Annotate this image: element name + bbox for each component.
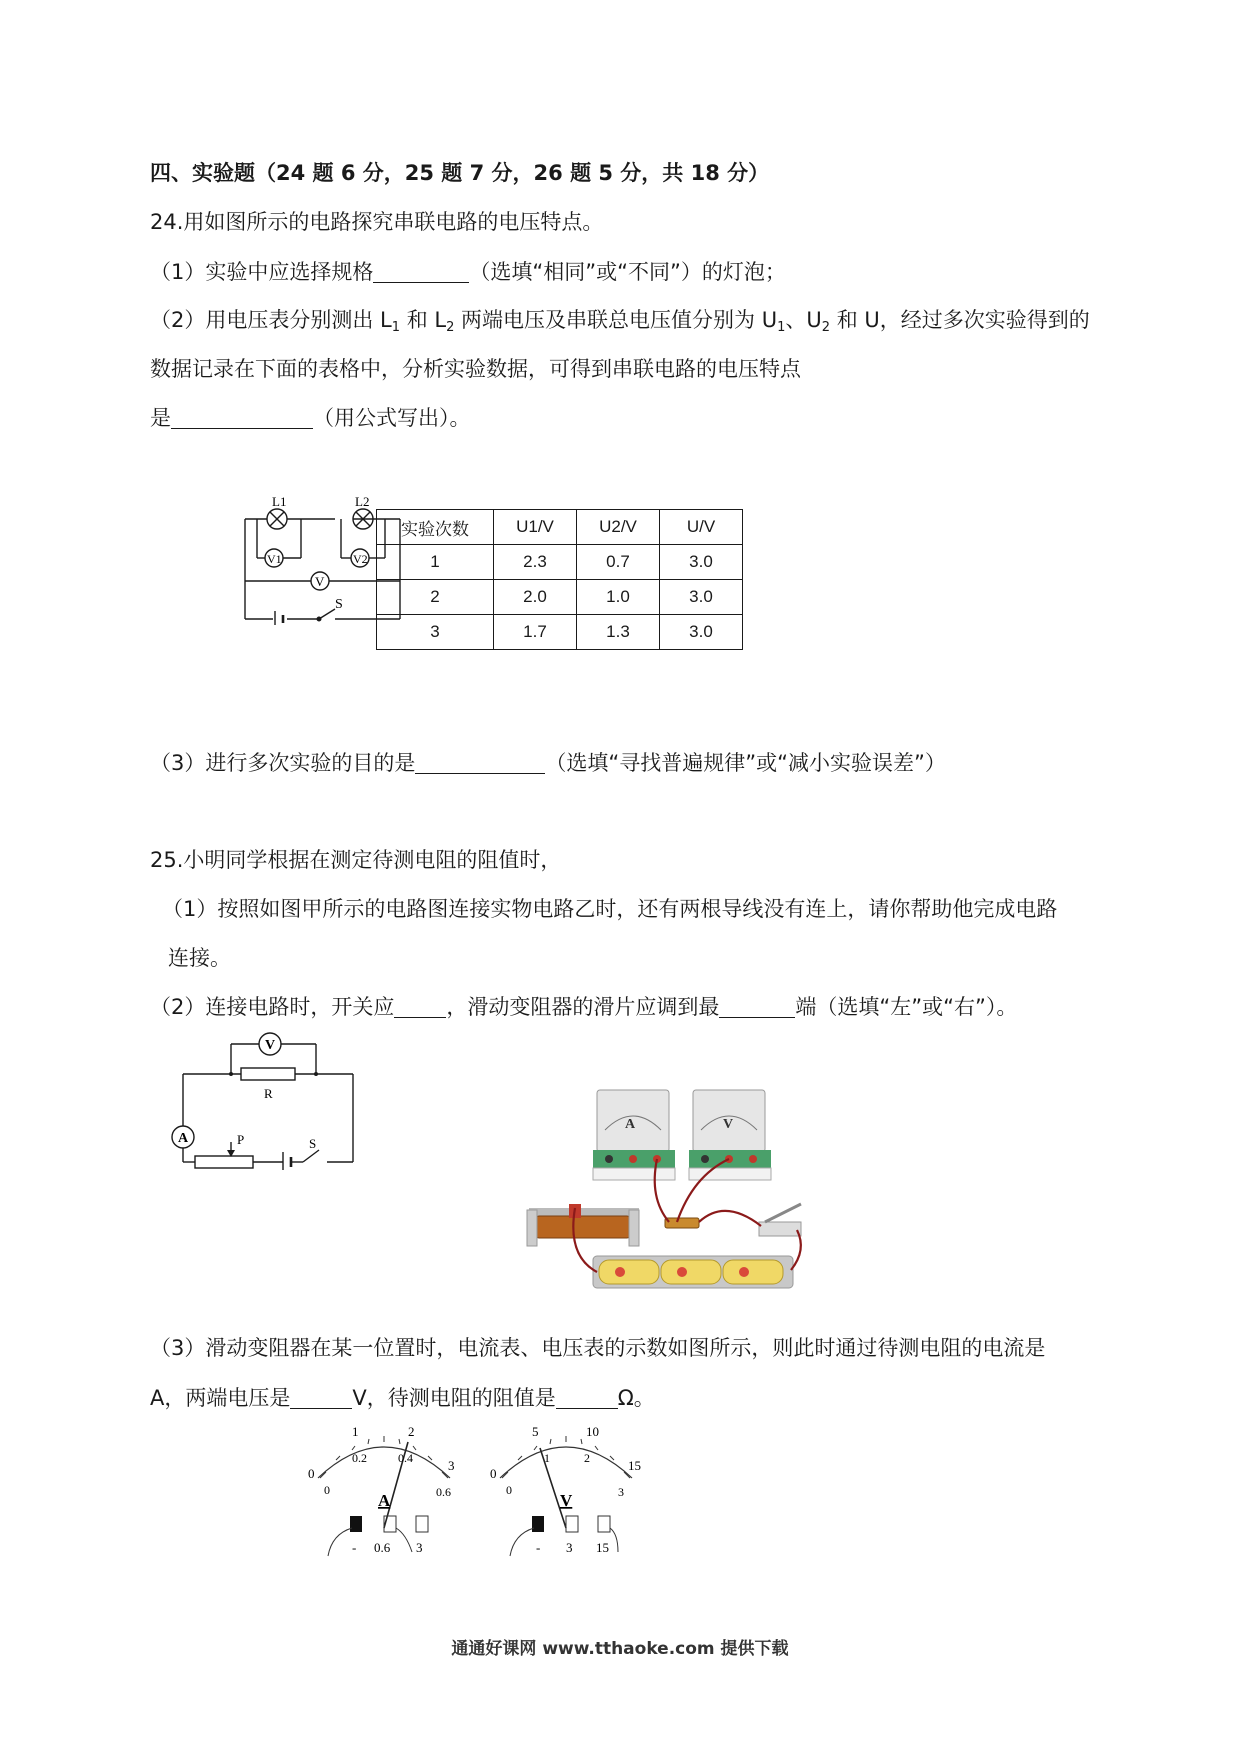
svg-text:1: 1 xyxy=(352,1424,359,1439)
svg-text:3: 3 xyxy=(618,1485,624,1499)
svg-text:A: A xyxy=(378,1491,391,1510)
answer-blank[interactable] xyxy=(556,1386,618,1409)
ammeter-dial xyxy=(298,1420,470,1560)
resistance-schematic xyxy=(165,1030,365,1170)
svg-text:2: 2 xyxy=(408,1424,415,1439)
q24-stem: 24.用如图所示的电路探究串联电路的电压特点。 xyxy=(150,210,604,234)
svg-text:L2: L2 xyxy=(355,494,370,509)
svg-text:10: 10 xyxy=(586,1424,599,1439)
answer-blank[interactable] xyxy=(171,406,313,429)
answer-blank[interactable] xyxy=(415,751,545,774)
svg-text:0: 0 xyxy=(324,1483,330,1497)
svg-text:V2: V2 xyxy=(353,552,368,566)
voltage-data-table xyxy=(376,509,743,650)
svg-text:3: 3 xyxy=(566,1540,573,1555)
svg-text:0.6: 0.6 xyxy=(374,1540,391,1555)
svg-text:S: S xyxy=(309,1136,317,1151)
svg-text:P: P xyxy=(237,1132,245,1147)
q25-part3-line1: （3）滑动变阻器在某一位置时，电流表、电压表的示数如图所示，则此时通过待测电阻的电流是 xyxy=(150,1336,1046,1360)
q24-part2-line1: （2）用电压表分别测出 $L_1$ 和 $L_2$ 两端电压及串联总电压值分别为 $U_1$、$U_2$ 和 U，经过多次实验得到的 xyxy=(150,308,1090,335)
svg-text:0: 0 xyxy=(308,1466,315,1481)
svg-text:V: V xyxy=(723,1117,734,1132)
section-heading: 四、实验题（24 题 6 分，25 题 7 分，26 题 5 分，共 18 分） xyxy=(150,161,770,185)
svg-text:0.2: 0.2 xyxy=(352,1451,367,1465)
answer-blank[interactable] xyxy=(719,995,795,1018)
svg-text:R: R xyxy=(264,1086,273,1101)
svg-text:0: 0 xyxy=(490,1466,497,1481)
q25-stem: 25.小明同学根据在测定待测电阻的阻值时， xyxy=(150,848,562,872)
svg-text:5: 5 xyxy=(532,1424,539,1439)
svg-text:15: 15 xyxy=(628,1458,641,1473)
svg-text:L1: L1 xyxy=(272,494,287,509)
physical-circuit-photo xyxy=(525,1080,825,1295)
table-row: 3 1.7 1.3 3.0 xyxy=(377,615,743,650)
q24-part3: （3）进行多次实验的目的是 （选填“寻找普遍规律”或“减小实验误差”） xyxy=(150,751,946,775)
svg-text:A: A xyxy=(625,1117,636,1132)
table-header-row: 实验次数 U1/V U2/V U/V xyxy=(377,510,743,545)
table-row: 1 2.3 0.7 3.0 xyxy=(377,545,743,580)
svg-text:-: - xyxy=(536,1540,541,1555)
svg-text:0.6: 0.6 xyxy=(436,1485,451,1499)
svg-text:3: 3 xyxy=(448,1458,455,1473)
svg-text:0.4: 0.4 xyxy=(398,1451,413,1465)
svg-text:S: S xyxy=(335,597,343,612)
svg-text:-: - xyxy=(352,1540,357,1555)
q25-part3-line2: A，两端电压是 V，待测电阻的阻值是 Ω。 xyxy=(150,1386,655,1410)
answer-blank[interactable] xyxy=(394,995,446,1018)
footer: 通通好课网 www.tthaoke.com 提供下载 xyxy=(451,1639,789,1659)
q25-part1-line2: 连接。 xyxy=(168,946,231,970)
svg-text:15: 15 xyxy=(596,1540,609,1555)
svg-text:V: V xyxy=(560,1491,573,1510)
q24-part2-line3: 是 （用公式写出）。 xyxy=(150,406,471,430)
svg-text:2: 2 xyxy=(584,1451,590,1465)
svg-text:0: 0 xyxy=(506,1483,512,1497)
svg-text:V1: V1 xyxy=(267,552,282,566)
answer-blank[interactable] xyxy=(373,260,469,283)
table-row: 2 2.0 1.0 3.0 xyxy=(377,580,743,615)
voltmeter-dial xyxy=(480,1420,655,1560)
svg-text:A: A xyxy=(178,1131,189,1146)
svg-text:V: V xyxy=(315,574,325,589)
svg-text:1: 1 xyxy=(544,1451,550,1465)
svg-text:3: 3 xyxy=(416,1540,423,1555)
answer-blank[interactable] xyxy=(290,1386,352,1409)
svg-text:V: V xyxy=(265,1038,276,1053)
q24-part1: （1）实验中应选择规格 （选填“相同”或“不同”）的灯泡； xyxy=(150,260,786,284)
q24-part2-line2: 数据记录在下面的表格中，分析实验数据，可得到串联电路的电压特点 xyxy=(150,357,801,381)
q25-part2: （2）连接电路时，开关应 ，滑动变阻器的滑片应调到最 端（选填“左”或“右”）。 xyxy=(150,995,1018,1019)
q25-part1-line1: （1）按照如图甲所示的电路图连接实物电路乙时，还有两根导线没有连上，请你帮助他完成电路 xyxy=(162,897,1058,921)
